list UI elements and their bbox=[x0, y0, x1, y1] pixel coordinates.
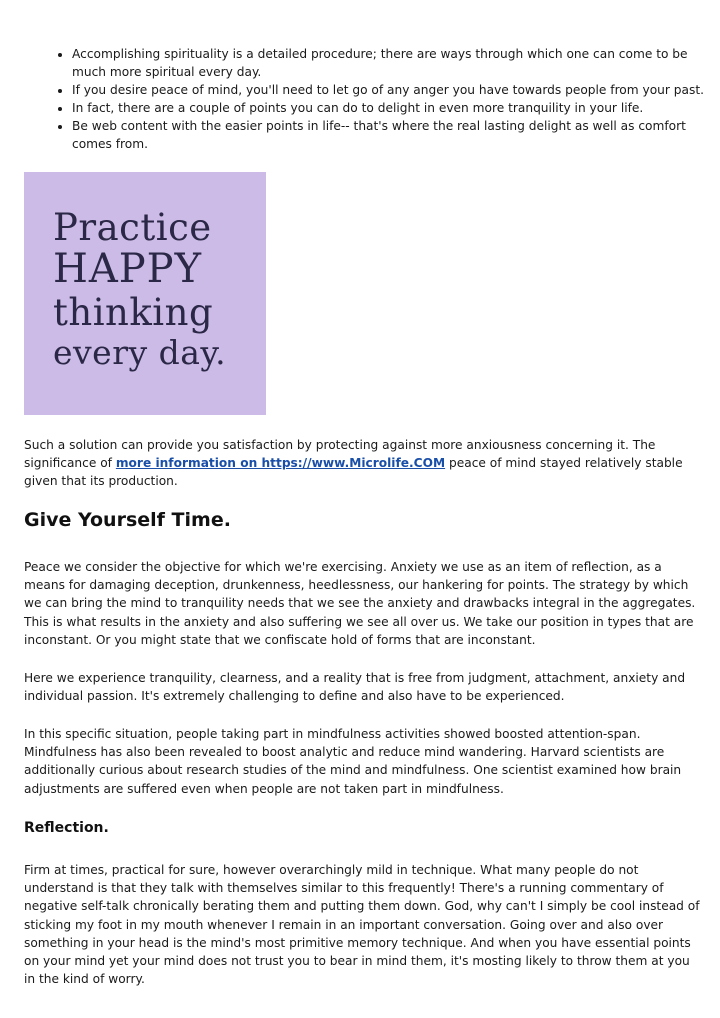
bullet-list bbox=[54, 45, 712, 153]
microlife-link[interactable]: more information on https://www.Microlife.COM bbox=[115, 456, 446, 471]
image-line-every-day: every day. bbox=[53, 333, 227, 372]
image-line-thinking: thinking bbox=[53, 291, 214, 334]
section-heading-give-yourself-time: Give Yourself Time. bbox=[24, 509, 231, 531]
intro-text-before: Such a solution can provide you satisfaction by protecting against more anxiousness concerning it. The significance of bbox=[24, 438, 656, 471]
list-item: • In fact, there are a couple of points you can do to delight in even more tranquility in your life. bbox=[72, 99, 712, 117]
image-line-happy: HAPPY bbox=[53, 246, 203, 292]
paragraph: Firm at times, practical for sure, however overarchingly mild in technique. What many people do not understand is that they talk with themselves similar to this frequently! There's a running commentary of negative self-talk chronically berating them and putting them down. God, why can't I simply be cool instead of sticking my foot in my mouth whenever I remain in an important conversation. Going over and also over something in your head is the mind's most primitive memory technique. And when you have essential points on your mind yet your mind does not trust you to bear in mind them, it's mosting likely to throw them at you in the kind of worry. bbox=[24, 863, 700, 987]
paragraph: Here we experience tranquility, clearness, and a reality that is free from judgment, attachment, anxiety and individual passion. It's extremely challenging to define and also have to be experienced. bbox=[24, 671, 686, 704]
intro-text-after: peace of mind stayed relatively stable given that its production. bbox=[24, 456, 683, 489]
intro-paragraph bbox=[24, 436, 700, 491]
image-line-practice: Practice bbox=[53, 206, 212, 249]
practice-happy-image bbox=[24, 172, 266, 415]
list-item: • If you desire peace of mind, you'll need to let go of any anger you have towards people from your past. bbox=[72, 81, 712, 99]
list-item: • Accomplishing spirituality is a detailed procedure; there are ways through which one can come to be much more spiritual every day. bbox=[72, 45, 712, 81]
list-item: • Be web content with the easier points in life-- that's where the real lasting delight as well as comfort comes from. bbox=[72, 117, 712, 153]
paragraph: In this specific situation, people taking part in mindfulness activities showed boosted attention-span. Mindfulness has also been revealed to boost analytic and reduce mind wandering. Harvard scientists are additionally curious about research studies of the mind and mindfulness. One scientist examined how brain adjustments are suffered even when people are not taken part in mindfulness. bbox=[24, 727, 682, 796]
paragraph: Peace we consider the objective for which we're exercising. Anxiety we use as an item of reflection, as a means for damaging deception, drunkenness, heedlessness, our hankering for points. The strategy by which we can bring the mind to tranquility needs that we see the anxiety and drawbacks integral in the aggregates. This is what results in the anxiety and also suffering we see all over us. We take our position in types that are inconstant. Or you might state that we confiscate hold of forms that are inconstant. bbox=[24, 560, 696, 647]
section-heading-reflection: Reflection. bbox=[24, 820, 109, 836]
